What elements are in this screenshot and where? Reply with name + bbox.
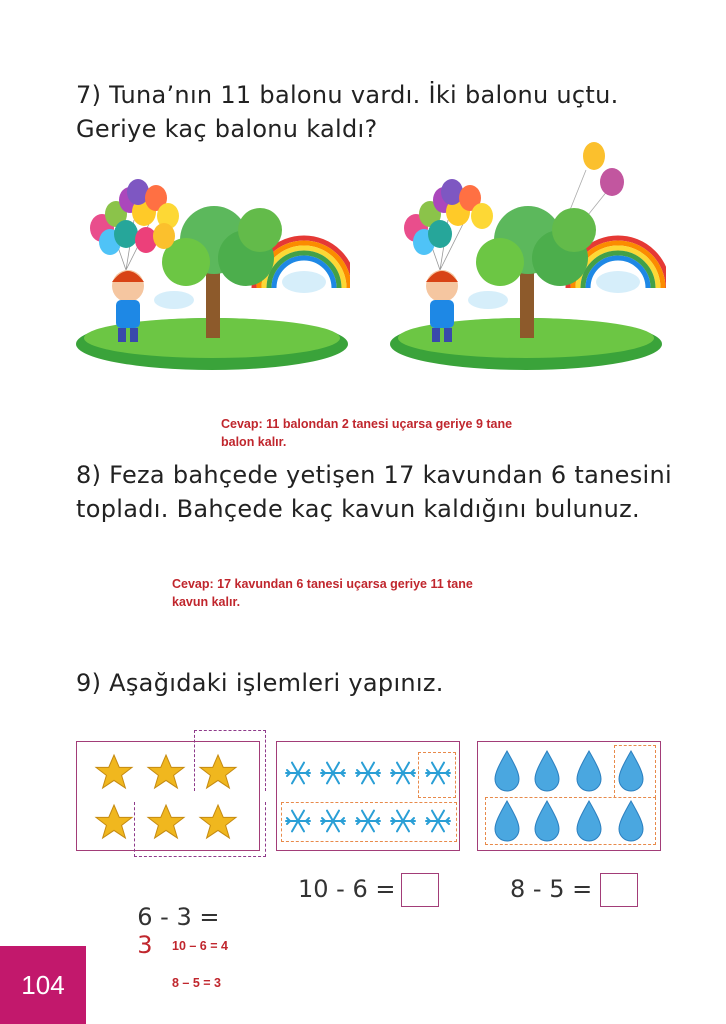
note-2: 8 – 5 = 3 [172, 976, 221, 990]
star-icon [200, 755, 236, 788]
water-drop-icon [495, 751, 519, 791]
question-7-line-2: Geriye kaç balonu kaldı? [76, 115, 378, 143]
water-drop-icons [477, 741, 659, 849]
balloon-scene-before [74, 178, 350, 372]
star-icon [200, 805, 236, 838]
snowflake-icon [426, 811, 450, 832]
answer-8-line-2: kavun kalır. [172, 595, 241, 609]
water-drop-icon [577, 751, 601, 791]
water-drop-icon [535, 751, 559, 791]
equation-1-expr: 6 - 3 = [137, 903, 220, 931]
water-drop-icon [577, 801, 601, 841]
snowflake-icon [391, 811, 415, 832]
balloon-scene-after [386, 140, 666, 372]
answer-8-line-1: Cevap: 17 kavundan 6 tanesi uçarsa geriye 11 tane [172, 577, 473, 591]
question-8-line-2: topladı. Bahçede kaç kavun kaldığını bulunuz. [76, 495, 640, 523]
water-drop-icon [619, 751, 643, 791]
question-7-line-1: 7) Tuna’nın 11 balonu vardı. İki balonu uçtu. [76, 81, 619, 109]
star-icons [76, 741, 258, 849]
equation-2-answer-box[interactable] [401, 873, 439, 907]
snowflake-icon [426, 763, 450, 784]
star-icon [96, 755, 132, 788]
water-drop-icon [619, 801, 643, 841]
answer-7-line-1: Cevap: 11 balondan 2 tanesi uçarsa geriye 9 tane [221, 417, 513, 431]
snowflake-icon [321, 811, 345, 832]
snowflake-icon [321, 763, 345, 784]
page-number: 104 [0, 946, 86, 1024]
equation-2-expr: 10 - 6 = [298, 875, 396, 903]
snowflake-icon [391, 763, 415, 784]
snowflake-icon [356, 763, 380, 784]
snowflake-icons [276, 741, 458, 849]
question-9-title: 9) Aşağıdaki işlemleri yapınız. [76, 669, 444, 697]
equation-3-expr: 8 - 5 = [510, 875, 593, 903]
snowflake-icon [356, 811, 380, 832]
question-8-line-1: 8) Feza bahçede yetişen 17 kavundan 6 tanesini [76, 461, 672, 489]
note-1: 10 – 6 = 4 [172, 939, 228, 953]
equation-1-result: 3 [137, 931, 153, 959]
water-drop-icon [535, 801, 559, 841]
water-drop-icon [495, 801, 519, 841]
equation-3-answer-box[interactable] [600, 873, 638, 907]
snowflake-icon [286, 763, 310, 784]
star-icon [96, 805, 132, 838]
answer-7-line-2: balon kalır. [221, 435, 287, 449]
star-icon [148, 755, 184, 788]
snowflake-icon [286, 811, 310, 832]
star-icon [148, 805, 184, 838]
